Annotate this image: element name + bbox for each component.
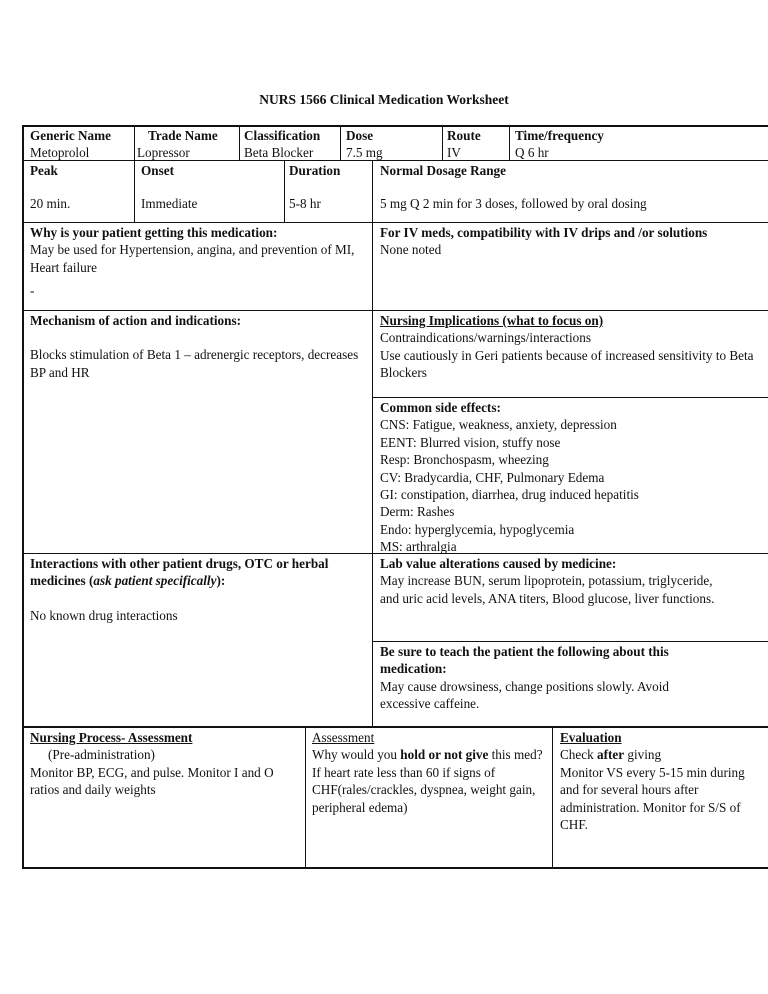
lab-alterations-text: May increase BUN, serum lipoprotein, potassium, triglyceride, and uric acid levels, ANA titers, Blood glucose, liver functions. (380, 573, 715, 606)
side-effect-item: MS: arthralgia (380, 539, 457, 555)
drug-interactions-label: Interactions with other patient drugs, OTC or herbal medicines (ask patient specifically): (30, 556, 329, 589)
assessment-cell (312, 729, 548, 816)
assessment-question: Why would you hold or not give this med? (312, 747, 543, 763)
duration-cell (289, 162, 372, 213)
time-frequency-label: Time/frequency (515, 128, 604, 143)
assessment-text: If heart rate less than 60 if signs of CHF(rales/crackles, dyspnea, weight gain, peripheral edema) (312, 764, 536, 815)
nursing-implications-label: Nursing Implications (what to focus on) (380, 313, 604, 328)
nursing-process-sub: (Pre-administration) (48, 747, 155, 763)
evaluation-cell (560, 729, 766, 833)
why-medication-text: May be used for Hypertension, angina, and prevention of MI, Heart failure (30, 242, 355, 275)
time-frequency-cell (515, 127, 768, 162)
mechanism-text: Blocks stimulation of Beta 1 – adrenergic receptors, decreases BP and HR (30, 347, 359, 380)
assessment-label: Assessment (312, 730, 375, 745)
why-medication-cell (30, 224, 366, 300)
route-label: Route (447, 128, 481, 143)
generic-name-value: Metoprolol (30, 145, 90, 161)
why-medication-dash: - (30, 283, 35, 299)
drug-interactions-cell (30, 555, 360, 624)
dosage-range-label: Normal Dosage Range (380, 163, 506, 178)
peak-value: 20 min. (30, 196, 71, 212)
onset-label: Onset (141, 163, 174, 178)
dosage-range-value: 5 mg Q 2 min for 3 doses, followed by oral dosing (380, 196, 647, 212)
side-effect-item: GI: constipation, diarrhea, drug induced hepatitis (380, 487, 639, 503)
dose-value: 7.5 mg (346, 145, 383, 161)
dosage-range-cell (380, 162, 768, 213)
patient-teaching-text: May cause drowsiness, change positions slowly. Avoid excessive caffeine. (380, 678, 669, 712)
peak-label: Peak (30, 163, 58, 178)
classification-label: Classification (244, 128, 321, 143)
mechanism-cell (30, 312, 366, 381)
nursing-implications-cell (380, 312, 768, 382)
nursing-process-label: Nursing Process- Assessment (30, 730, 193, 745)
time-frequency-value: Q 6 hr (515, 145, 549, 161)
side-effect-item: CV: Bradycardia, CHF, Pulmonary Edema (380, 469, 605, 485)
lab-alterations-label: Lab value alterations caused by medicine: (380, 556, 617, 571)
side-effects-cell (380, 399, 768, 556)
classification-value: Beta Blocker (244, 145, 314, 161)
side-effect-item: EENT: Blurred vision, stuffy nose (380, 434, 561, 450)
duration-value: 5-8 hr (289, 196, 321, 212)
side-effect-item: Endo: hyperglycemia, hypoglycemia (380, 521, 575, 537)
iv-compatibility-text: None noted (380, 242, 442, 258)
trade-name-label: Trade Name (148, 128, 218, 143)
page-title: NURS 1566 Clinical Medication Worksheet (259, 92, 509, 107)
duration-label: Duration (289, 163, 341, 178)
patient-teaching-cell (380, 643, 720, 713)
classification-cell (244, 127, 340, 162)
patient-teaching-label: Be sure to teach the patient the following about this medication: (380, 644, 669, 677)
peak-cell (30, 162, 134, 213)
nursing-implications-line1: Contraindications/warnings/interactions (380, 330, 591, 346)
trade-name-value: Lopressor (137, 145, 190, 161)
route-value: IV (447, 145, 461, 161)
side-effects-label: Common side effects: (380, 400, 501, 415)
lab-alterations-cell (380, 555, 720, 607)
why-medication-label: Why is your patient getting this medication: (30, 225, 278, 240)
side-effect-item: Resp: Bronchospasm, wheezing (380, 452, 549, 468)
trade-name-cell (137, 127, 239, 162)
evaluation-label: Evaluation (560, 730, 622, 745)
iv-compatibility-label: For IV meds, compatibility with IV drips and /or solutions (380, 225, 708, 240)
side-effect-item: Derm: Rashes (380, 504, 455, 520)
drug-interactions-text: No known drug interactions (30, 607, 178, 623)
onset-value: Immediate (141, 196, 198, 212)
nursing-process-cell (30, 729, 300, 799)
generic-name-label: Generic Name (30, 128, 111, 143)
side-effect-item: CNS: Fatigue, weakness, anxiety, depression (380, 417, 617, 433)
dose-label: Dose (346, 128, 374, 143)
evaluation-check: Check after giving (560, 747, 662, 763)
onset-cell (141, 162, 284, 213)
mechanism-label: Mechanism of action and indications: (30, 313, 242, 328)
route-cell (447, 127, 509, 162)
iv-compatibility-cell (380, 224, 710, 259)
dose-cell (346, 127, 442, 162)
generic-name-cell (30, 127, 134, 162)
nursing-implications-line2: Use cautiously in Geri patients because of increased sensitivity to Beta Blockers (380, 347, 754, 381)
nursing-process-text: Monitor BP, ECG, and pulse. Monitor I and O ratios and daily weights (30, 764, 274, 798)
evaluation-text: Monitor VS every 5-15 min during and for several hours after administration. Monitor for S/S of CHF. (560, 764, 745, 833)
